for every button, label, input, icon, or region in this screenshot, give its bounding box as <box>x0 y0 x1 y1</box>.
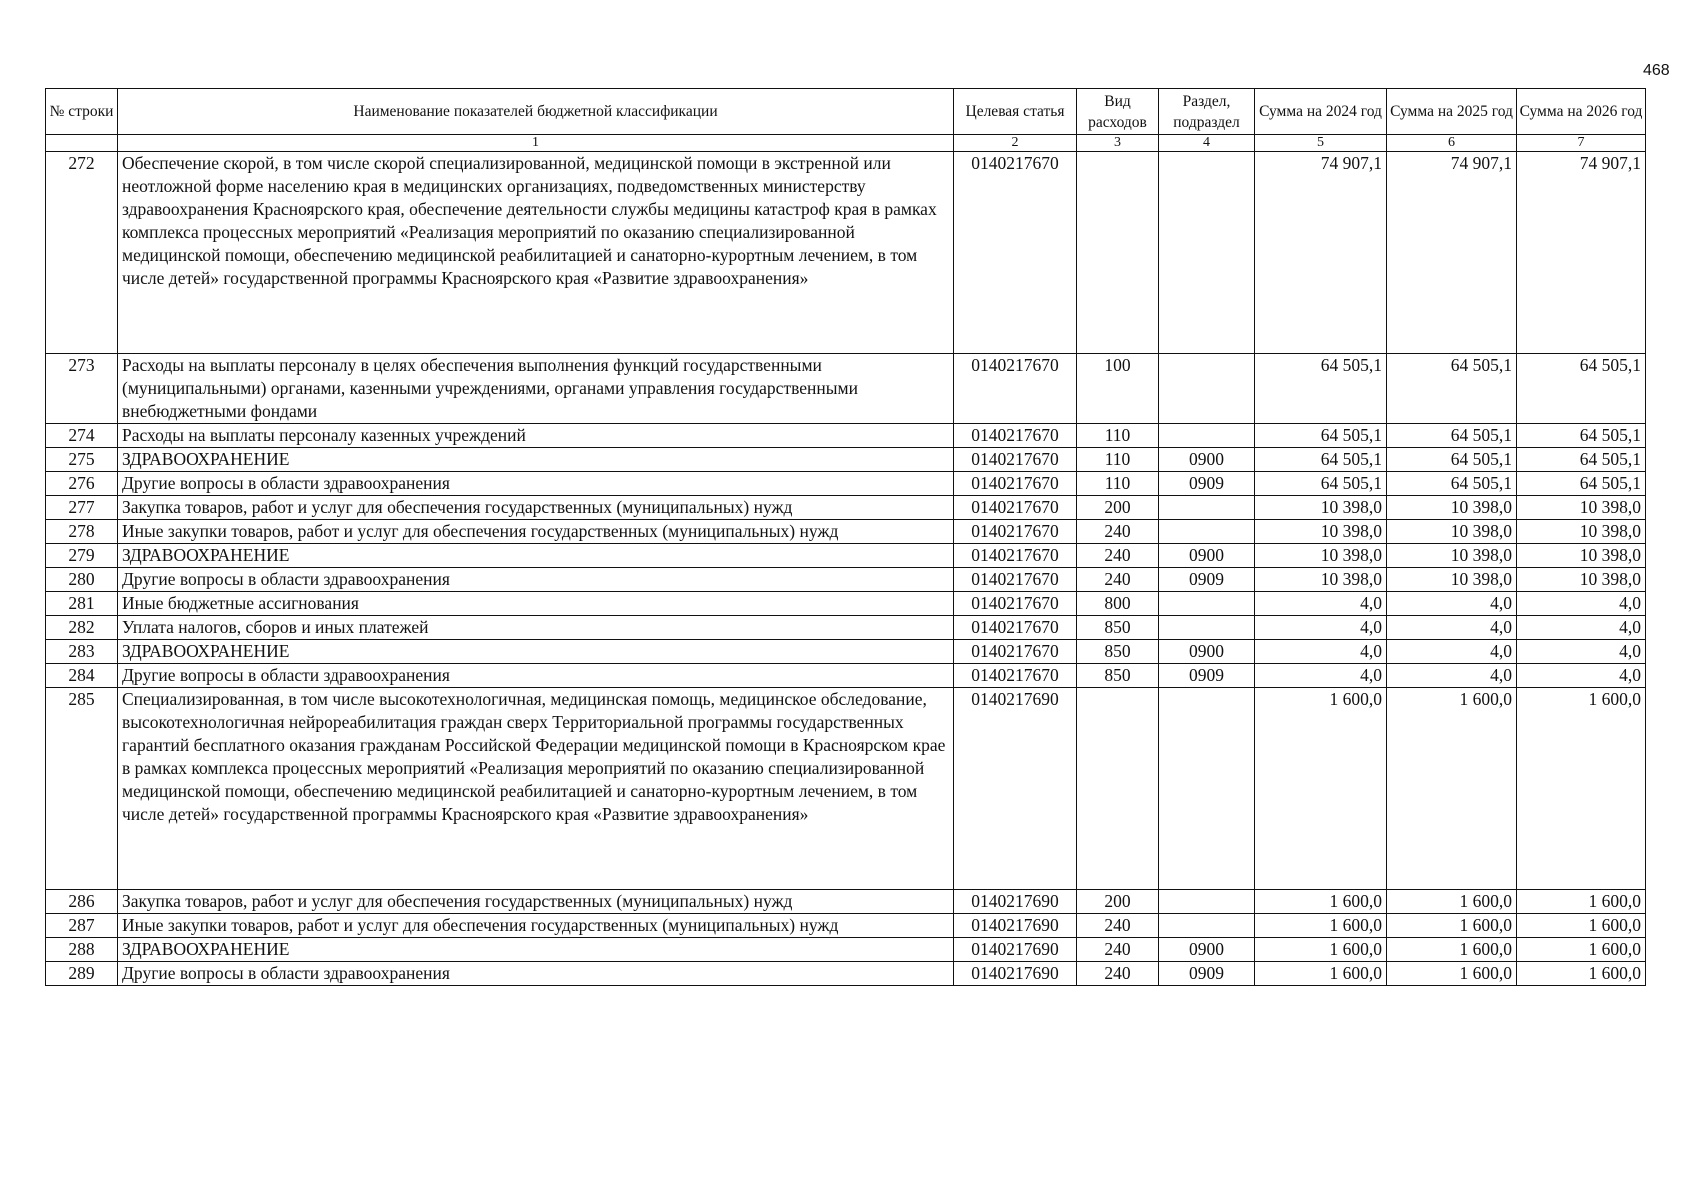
table-row <box>46 472 1646 496</box>
row-sum-2024: 1 600,0 <box>1255 938 1387 962</box>
row-vid: 240 <box>1077 914 1159 938</box>
row-razdel <box>1159 520 1255 544</box>
row-sum-2025: 10 398,0 <box>1387 568 1517 592</box>
table-row <box>46 962 1646 986</box>
row-name: Специализированная, в том числе высокотехнологичная, медицинская помощь, медицинское обследование, высокотехнологичная нейрореабилитация граждан сверх Территориальной программы государственных гарантий бесплатного оказания гражданам Российской Федерации медицинской помощи в Красноярском крае в рамках комплекса процессных мероприятий «Реализация мероприятий по оказанию специализированной медицинской помощи, обеспечению медицинской реабилитацией и санаторно-курортным лечением, в том числе детей» государственной программы Красноярского края «Развитие здравоохранения» <box>118 688 954 890</box>
row-razdel: 0900 <box>1159 640 1255 664</box>
table-row <box>46 938 1646 962</box>
row-sum-2025: 4,0 <box>1387 616 1517 640</box>
row-razdel <box>1159 152 1255 354</box>
row-razdel <box>1159 354 1255 424</box>
header-razdel: Раздел, подраздел <box>1159 89 1255 135</box>
row-number: 285 <box>46 688 118 890</box>
table-body <box>46 152 1646 986</box>
row-sum-2024: 64 505,1 <box>1255 354 1387 424</box>
table-row <box>46 424 1646 448</box>
row-target-code: 0140217670 <box>954 592 1077 616</box>
row-target-code: 0140217670 <box>954 640 1077 664</box>
header-sum-2024: Сумма на 2024 год <box>1255 89 1387 135</box>
row-razdel <box>1159 890 1255 914</box>
row-sum-2024: 4,0 <box>1255 640 1387 664</box>
table-row <box>46 890 1646 914</box>
column-index: 7 <box>1517 135 1646 152</box>
row-name: Иные закупки товаров, работ и услуг для обеспечения государственных (муниципальных) нужд <box>118 914 954 938</box>
row-number: 287 <box>46 914 118 938</box>
row-number: 279 <box>46 544 118 568</box>
row-sum-2024: 4,0 <box>1255 616 1387 640</box>
row-sum-2024: 1 600,0 <box>1255 890 1387 914</box>
row-sum-2025: 1 600,0 <box>1387 962 1517 986</box>
row-sum-2024: 4,0 <box>1255 592 1387 616</box>
row-vid: 240 <box>1077 962 1159 986</box>
row-sum-2025: 10 398,0 <box>1387 544 1517 568</box>
row-sum-2026: 64 505,1 <box>1517 472 1646 496</box>
budget-table <box>45 88 1646 986</box>
row-name: Обеспечение скорой, в том числе скорой специализированной, медицинской помощи в экстренной или неотложной форме населению края в медицинских организациях, подведомственных министерству здравоохранения Красноярского края, обеспечение деятельности службы медицины катастроф края в рамках комплекса процессных мероприятий «Реализация мероприятий по оказанию специализированной медицинской помощи, обеспечению медицинской реабилитацией и санаторно-курортным лечением, в том числе детей» государственной программы Красноярского края «Развитие здравоохранения» <box>118 152 954 354</box>
row-number: 284 <box>46 664 118 688</box>
page-number: 468 <box>1643 62 1670 79</box>
row-razdel <box>1159 424 1255 448</box>
row-razdel: 0909 <box>1159 568 1255 592</box>
row-sum-2026: 10 398,0 <box>1517 520 1646 544</box>
row-sum-2026: 4,0 <box>1517 640 1646 664</box>
row-razdel <box>1159 496 1255 520</box>
row-razdel: 0909 <box>1159 472 1255 496</box>
row-number: 282 <box>46 616 118 640</box>
row-sum-2025: 64 505,1 <box>1387 354 1517 424</box>
row-sum-2026: 1 600,0 <box>1517 914 1646 938</box>
row-sum-2026: 74 907,1 <box>1517 152 1646 354</box>
table-row <box>46 354 1646 424</box>
row-name: ЗДРАВООХРАНЕНИЕ <box>118 640 954 664</box>
row-target-code: 0140217670 <box>954 616 1077 640</box>
table-row <box>46 688 1646 890</box>
row-sum-2024: 1 600,0 <box>1255 688 1387 890</box>
row-sum-2024: 64 505,1 <box>1255 424 1387 448</box>
row-sum-2026: 64 505,1 <box>1517 448 1646 472</box>
row-razdel <box>1159 914 1255 938</box>
row-sum-2025: 4,0 <box>1387 592 1517 616</box>
column-index: 5 <box>1255 135 1387 152</box>
header-target: Целевая статья <box>954 89 1077 135</box>
row-number: 283 <box>46 640 118 664</box>
row-number: 275 <box>46 448 118 472</box>
row-vid: 200 <box>1077 496 1159 520</box>
row-razdel: 0900 <box>1159 448 1255 472</box>
row-razdel: 0909 <box>1159 962 1255 986</box>
row-sum-2026: 10 398,0 <box>1517 496 1646 520</box>
row-sum-2024: 64 505,1 <box>1255 472 1387 496</box>
row-target-code: 0140217670 <box>954 568 1077 592</box>
row-razdel <box>1159 592 1255 616</box>
row-sum-2024: 4,0 <box>1255 664 1387 688</box>
row-number: 272 <box>46 152 118 354</box>
row-vid <box>1077 688 1159 890</box>
row-target-code: 0140217670 <box>954 520 1077 544</box>
row-name: ЗДРАВООХРАНЕНИЕ <box>118 544 954 568</box>
row-sum-2026: 64 505,1 <box>1517 354 1646 424</box>
column-index: 1 <box>118 135 954 152</box>
row-name: Иные бюджетные ассигнования <box>118 592 954 616</box>
row-sum-2025: 64 505,1 <box>1387 472 1517 496</box>
header-sum-2026: Сумма на 2026 год <box>1517 89 1646 135</box>
row-sum-2024: 1 600,0 <box>1255 962 1387 986</box>
table-row <box>46 568 1646 592</box>
row-sum-2025: 64 505,1 <box>1387 424 1517 448</box>
column-index: 4 <box>1159 135 1255 152</box>
row-vid: 240 <box>1077 544 1159 568</box>
header-name: Наименование показателей бюджетной классификации <box>118 89 954 135</box>
row-sum-2024: 10 398,0 <box>1255 568 1387 592</box>
row-sum-2025: 1 600,0 <box>1387 688 1517 890</box>
row-number: 280 <box>46 568 118 592</box>
row-sum-2024: 74 907,1 <box>1255 152 1387 354</box>
header-sum-2025: Сумма на 2025 год <box>1387 89 1517 135</box>
row-sum-2025: 64 505,1 <box>1387 448 1517 472</box>
row-sum-2026: 4,0 <box>1517 616 1646 640</box>
column-index-blank <box>46 135 118 152</box>
row-vid: 850 <box>1077 616 1159 640</box>
row-number: 286 <box>46 890 118 914</box>
row-number: 274 <box>46 424 118 448</box>
row-target-code: 0140217670 <box>954 354 1077 424</box>
row-name: Другие вопросы в области здравоохранения <box>118 472 954 496</box>
row-number: 277 <box>46 496 118 520</box>
row-vid: 100 <box>1077 354 1159 424</box>
header-row-no: № строки <box>46 89 118 135</box>
row-number: 288 <box>46 938 118 962</box>
row-razdel <box>1159 616 1255 640</box>
table-row <box>46 544 1646 568</box>
row-vid: 110 <box>1077 424 1159 448</box>
row-vid: 850 <box>1077 640 1159 664</box>
row-target-code: 0140217670 <box>954 472 1077 496</box>
table-row <box>46 616 1646 640</box>
row-sum-2024: 1 600,0 <box>1255 914 1387 938</box>
row-name: Закупка товаров, работ и услуг для обеспечения государственных (муниципальных) нужд <box>118 890 954 914</box>
row-vid: 110 <box>1077 448 1159 472</box>
row-vid: 850 <box>1077 664 1159 688</box>
row-sum-2024: 10 398,0 <box>1255 520 1387 544</box>
row-vid: 110 <box>1077 472 1159 496</box>
table-row <box>46 914 1646 938</box>
row-razdel: 0900 <box>1159 938 1255 962</box>
row-name: Уплата налогов, сборов и иных платежей <box>118 616 954 640</box>
row-target-code: 0140217670 <box>954 448 1077 472</box>
row-name: Другие вопросы в области здравоохранения <box>118 962 954 986</box>
table-row <box>46 664 1646 688</box>
row-target-code: 0140217690 <box>954 688 1077 890</box>
row-sum-2024: 10 398,0 <box>1255 496 1387 520</box>
row-razdel: 0900 <box>1159 544 1255 568</box>
row-sum-2026: 1 600,0 <box>1517 962 1646 986</box>
row-sum-2025: 10 398,0 <box>1387 520 1517 544</box>
row-name: Закупка товаров, работ и услуг для обеспечения государственных (муниципальных) нужд <box>118 496 954 520</box>
table-row <box>46 152 1646 354</box>
column-index: 3 <box>1077 135 1159 152</box>
row-sum-2026: 1 600,0 <box>1517 890 1646 914</box>
row-number: 273 <box>46 354 118 424</box>
row-name: Расходы на выплаты персоналу казенных учреждений <box>118 424 954 448</box>
row-razdel: 0909 <box>1159 664 1255 688</box>
row-vid: 800 <box>1077 592 1159 616</box>
table-row <box>46 448 1646 472</box>
row-vid <box>1077 152 1159 354</box>
row-number: 278 <box>46 520 118 544</box>
row-name: ЗДРАВООХРАНЕНИЕ <box>118 938 954 962</box>
row-sum-2025: 74 907,1 <box>1387 152 1517 354</box>
column-index: 6 <box>1387 135 1517 152</box>
row-sum-2026: 4,0 <box>1517 664 1646 688</box>
row-number: 276 <box>46 472 118 496</box>
row-sum-2026: 1 600,0 <box>1517 688 1646 890</box>
column-index: 2 <box>954 135 1077 152</box>
row-target-code: 0140217690 <box>954 938 1077 962</box>
row-vid: 240 <box>1077 568 1159 592</box>
row-sum-2026: 4,0 <box>1517 592 1646 616</box>
table-row <box>46 592 1646 616</box>
row-sum-2026: 10 398,0 <box>1517 544 1646 568</box>
row-target-code: 0140217670 <box>954 496 1077 520</box>
row-sum-2025: 1 600,0 <box>1387 914 1517 938</box>
table-row <box>46 520 1646 544</box>
row-name: Другие вопросы в области здравоохранения <box>118 664 954 688</box>
table-row <box>46 640 1646 664</box>
row-target-code: 0140217670 <box>954 152 1077 354</box>
row-sum-2026: 64 505,1 <box>1517 424 1646 448</box>
row-sum-2025: 1 600,0 <box>1387 890 1517 914</box>
row-name: Иные закупки товаров, работ и услуг для обеспечения государственных (муниципальных) нужд <box>118 520 954 544</box>
row-sum-2025: 10 398,0 <box>1387 496 1517 520</box>
row-name: ЗДРАВООХРАНЕНИЕ <box>118 448 954 472</box>
row-vid: 240 <box>1077 938 1159 962</box>
row-vid: 240 <box>1077 520 1159 544</box>
row-number: 281 <box>46 592 118 616</box>
row-sum-2026: 10 398,0 <box>1517 568 1646 592</box>
row-sum-2024: 64 505,1 <box>1255 448 1387 472</box>
row-target-code: 0140217670 <box>954 424 1077 448</box>
row-name: Другие вопросы в области здравоохранения <box>118 568 954 592</box>
row-number: 289 <box>46 962 118 986</box>
row-target-code: 0140217690 <box>954 890 1077 914</box>
row-sum-2024: 10 398,0 <box>1255 544 1387 568</box>
row-target-code: 0140217670 <box>954 544 1077 568</box>
table-row <box>46 496 1646 520</box>
row-name: Расходы на выплаты персоналу в целях обеспечения выполнения функций государственными (муниципальными) органами, казенными учреждениями, органами управления государственными внебюджетными фондами <box>118 354 954 424</box>
row-target-code: 0140217690 <box>954 962 1077 986</box>
row-target-code: 0140217690 <box>954 914 1077 938</box>
row-sum-2025: 1 600,0 <box>1387 938 1517 962</box>
row-vid: 200 <box>1077 890 1159 914</box>
header-vid: Вид расходов <box>1077 89 1159 135</box>
row-target-code: 0140217670 <box>954 664 1077 688</box>
row-sum-2025: 4,0 <box>1387 640 1517 664</box>
row-sum-2025: 4,0 <box>1387 664 1517 688</box>
row-razdel <box>1159 688 1255 890</box>
row-sum-2026: 1 600,0 <box>1517 938 1646 962</box>
